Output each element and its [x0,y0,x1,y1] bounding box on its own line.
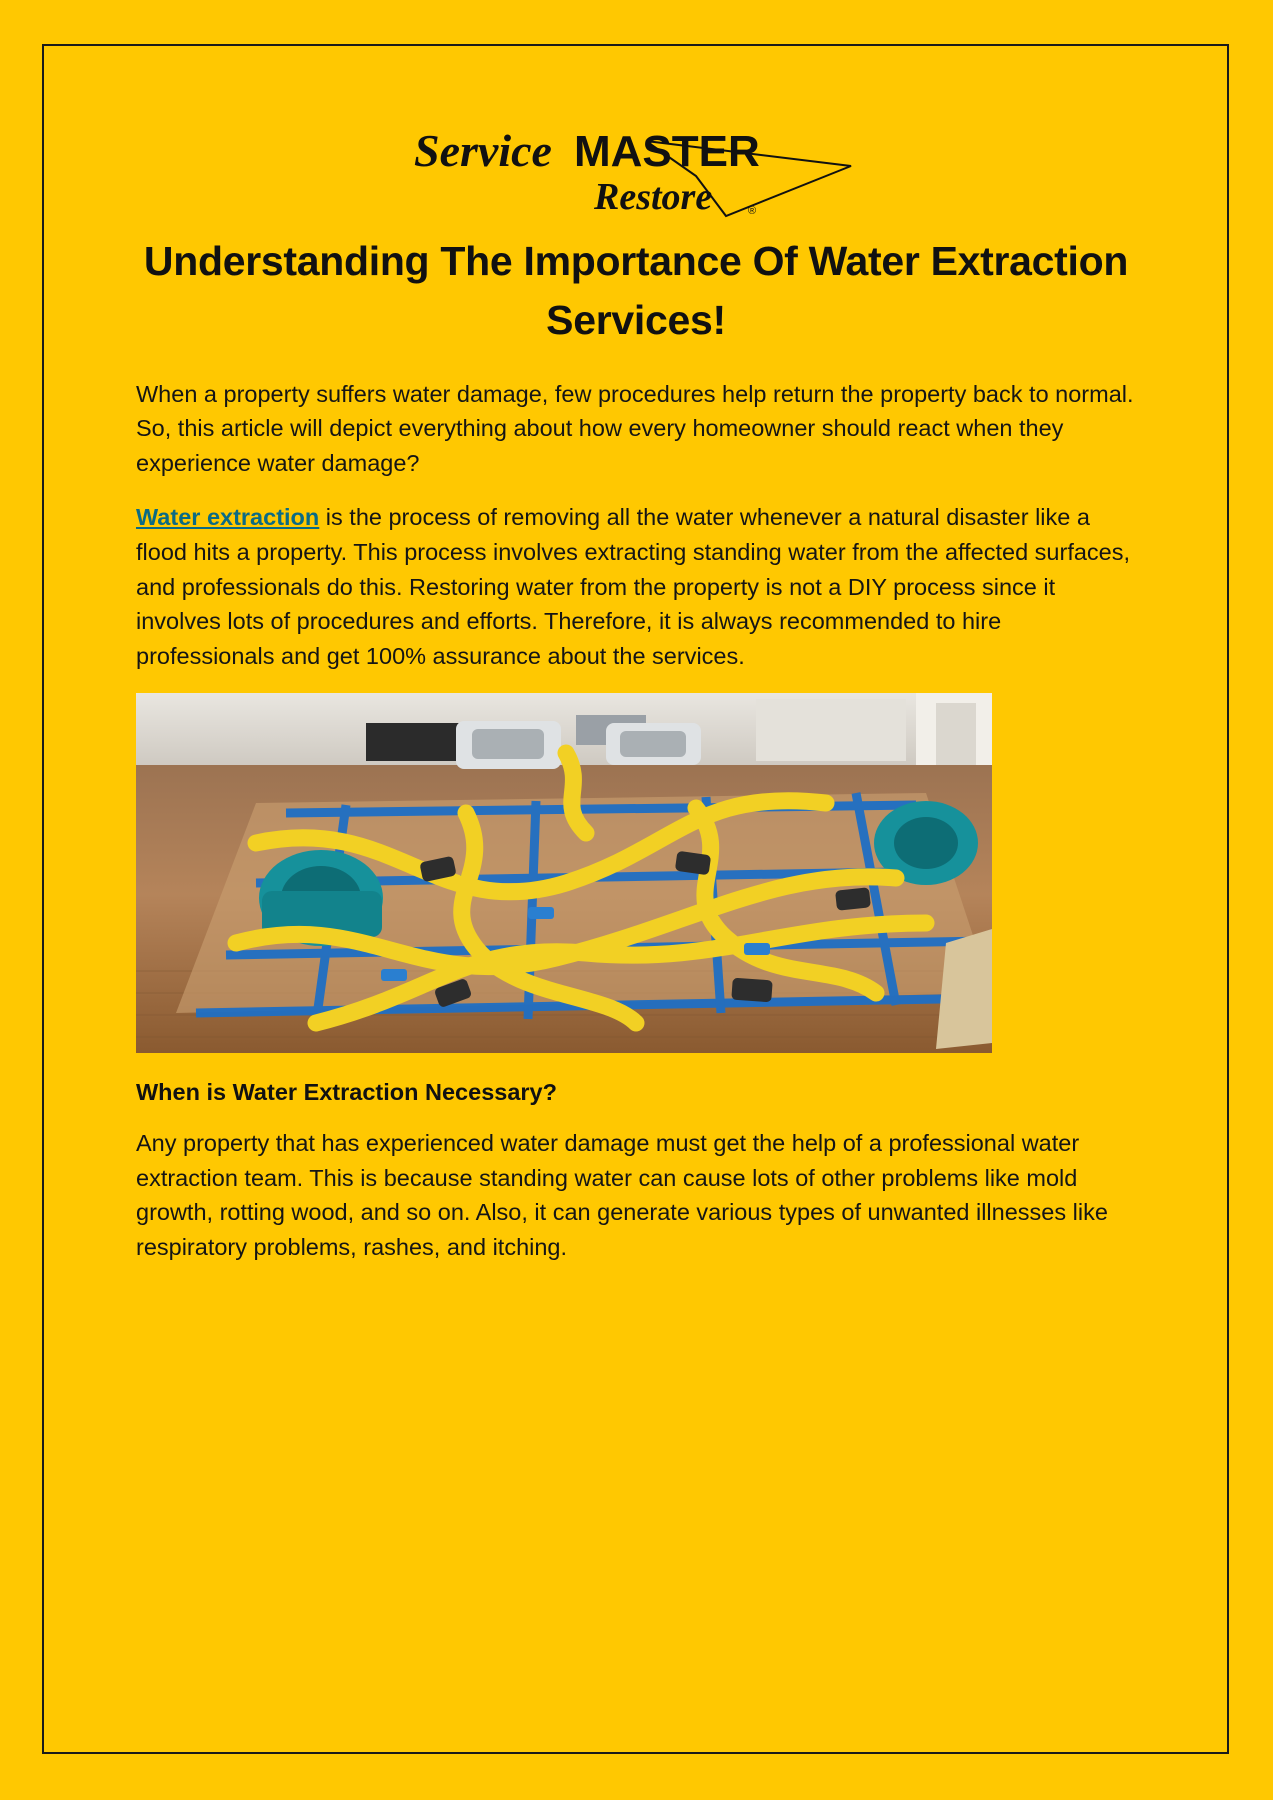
svg-text:MASTER: MASTER [574,127,760,176]
svg-text:Restore: Restore [594,176,713,218]
definition-paragraph-text: is the process of removing all the water whenever a natural disaster like a flood hits a property. This process involves extracting standing water from the affected surfaces, and professionals do this. Restoring water from the property is not a DIY process since it involves lots of procedures and efforts. Therefore, it is always recommended to hire professionals and get 100% assurance about the services. [136,504,1131,669]
page-title: Understanding The Importance Of Water Extraction Services! [143,238,1129,344]
section-subheading: When is Water Extraction Necessary? [136,1079,557,1106]
document-content [136,106,1136,1284]
water-extraction-link[interactable]: Water extraction [136,504,320,531]
logo-container [136,106,1136,226]
intro-paragraph: When a property suffers water damage, few procedures help return the property back to normal. So, this article will depict everything about how every homeowner should react when they experience water damage? [136,380,1134,476]
servicemaster-restore-logo-icon [396,106,876,226]
water-extraction-equipment-photo [136,693,992,1053]
definition-paragraph [136,500,1136,673]
svg-text:Service: Service [414,125,552,176]
closing-paragraph: Any property that has experienced water damage must get the help of a professional water extraction team. This is because standing water can cause lots of other problems like mold growth, rotting wood, and so on. Also, it can generate various types of unwanted illnesses like respiratory problems, rashes, and itching. [136,1130,1108,1260]
photo-graphic [136,693,992,1053]
svg-text:®: ® [748,205,757,217]
document-page [42,44,1229,1754]
